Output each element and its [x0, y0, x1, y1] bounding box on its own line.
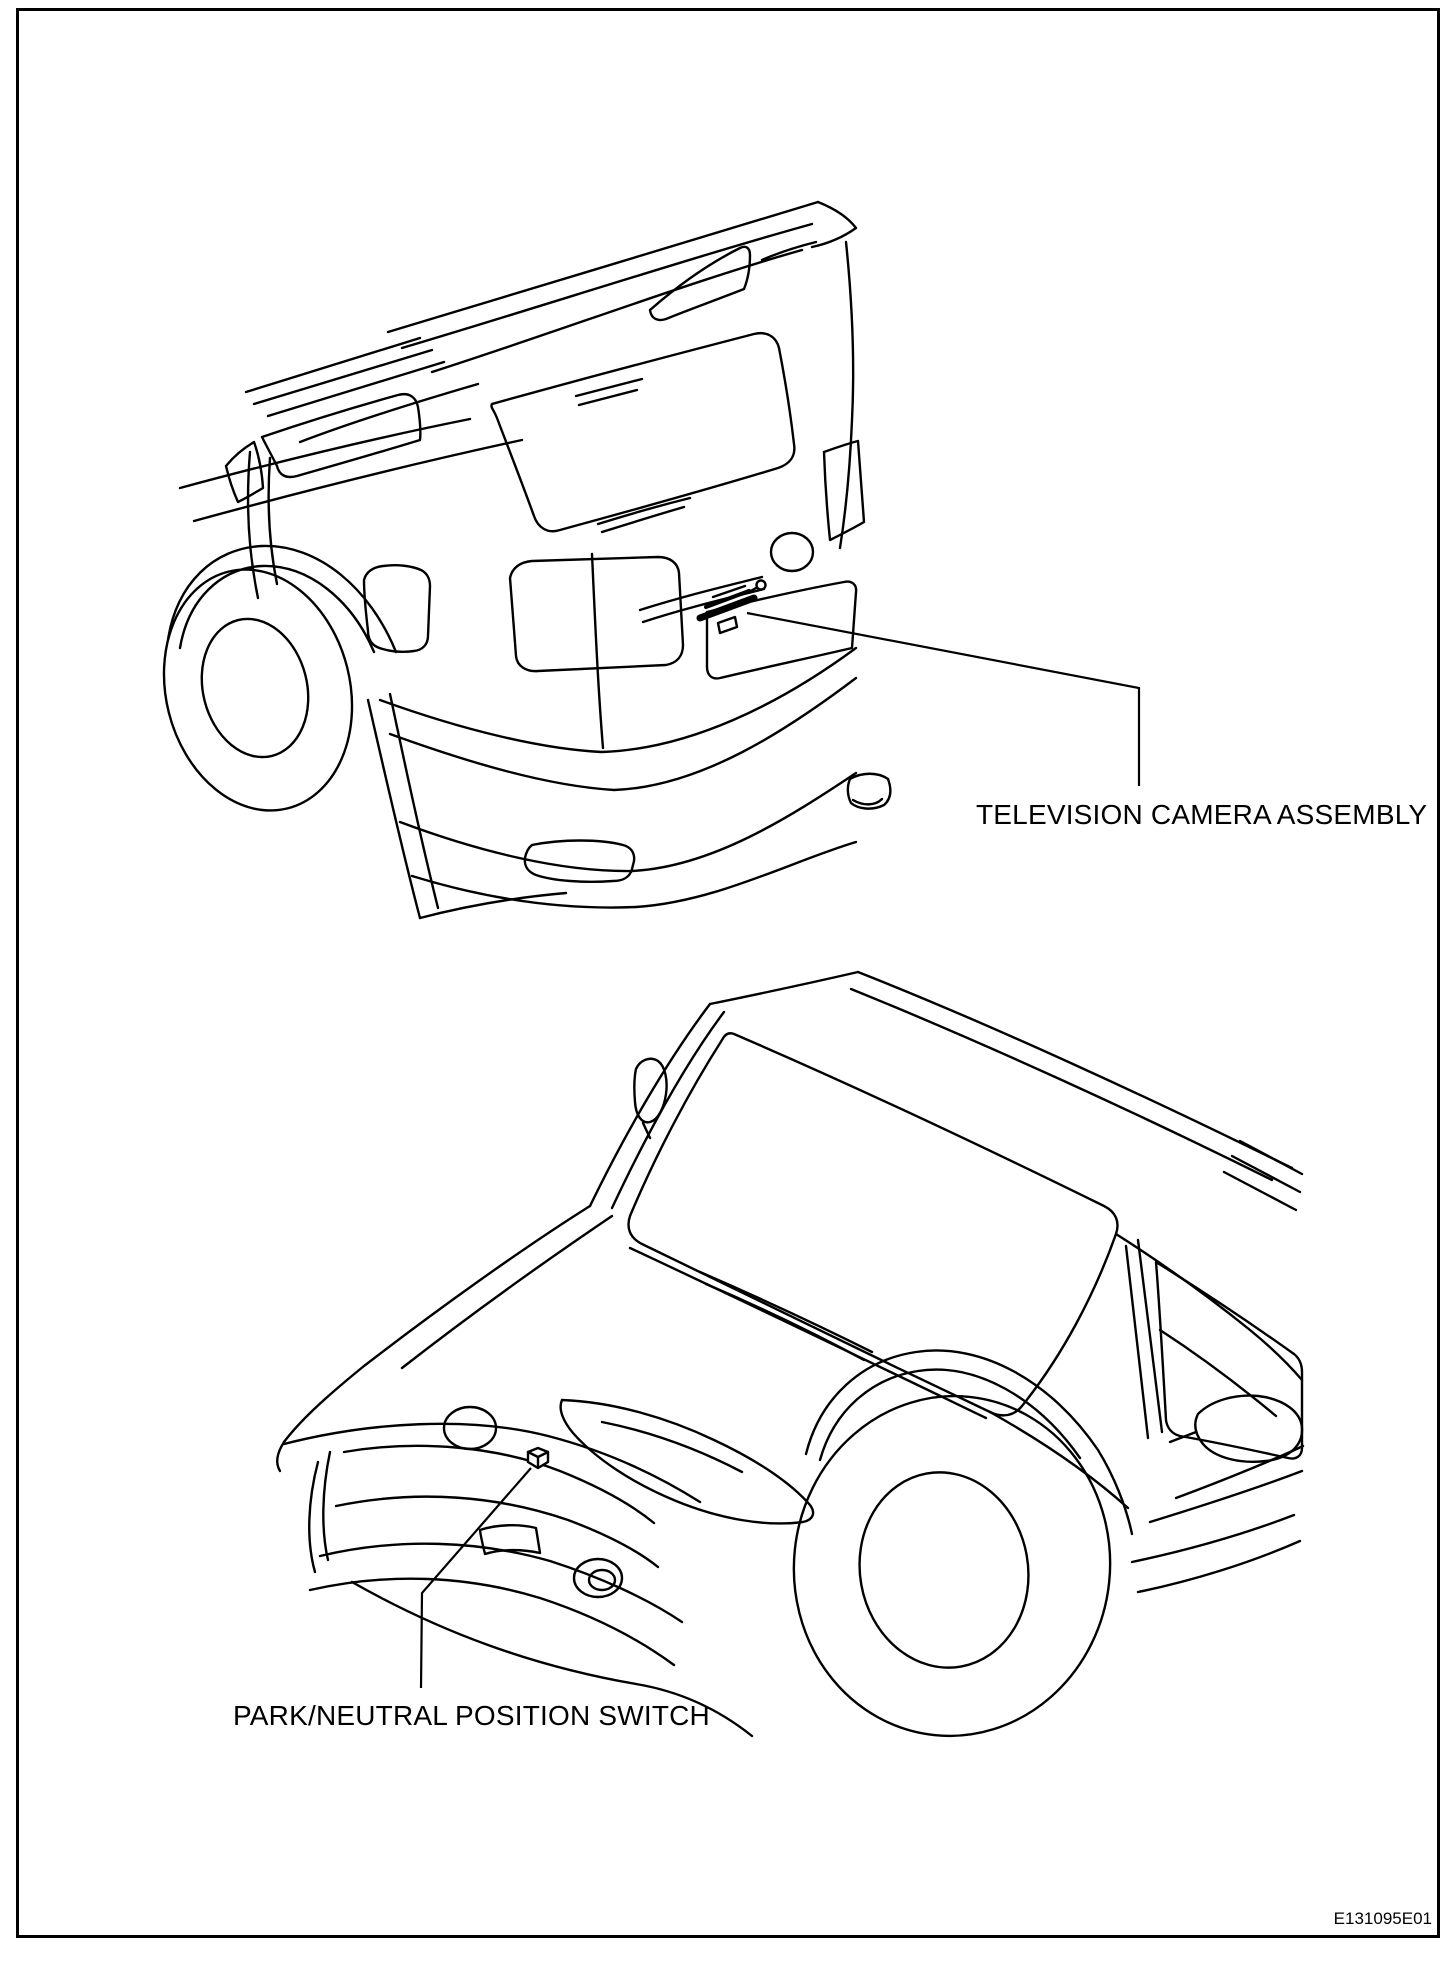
figure-code: E131095E01 [1333, 1909, 1432, 1928]
pnp-switch-icon [528, 1448, 548, 1468]
camera-leader-line [747, 613, 1139, 786]
fuel-door [364, 565, 430, 652]
side-mirror [1195, 1396, 1302, 1462]
camera-label: TELEVISION CAMERA ASSEMBLY [976, 799, 1428, 830]
headlight [561, 1400, 813, 1523]
front-vehicle-illustration [277, 972, 1303, 1752]
front-wheel-rim [844, 1459, 1043, 1681]
tv-camera-assembly-icon [700, 581, 766, 634]
switch-callout [233, 1468, 710, 1731]
switch-label: PARK/NEUTRAL POSITION SWITCH [233, 1700, 710, 1731]
rear-wheel-rim [188, 607, 323, 768]
front-emblem-circle [444, 1407, 496, 1449]
rear-vehicle-illustration [139, 202, 890, 918]
rear-emblem-circle [771, 533, 813, 571]
rear-tire [139, 549, 377, 830]
page-border-frame [18, 10, 1439, 1937]
